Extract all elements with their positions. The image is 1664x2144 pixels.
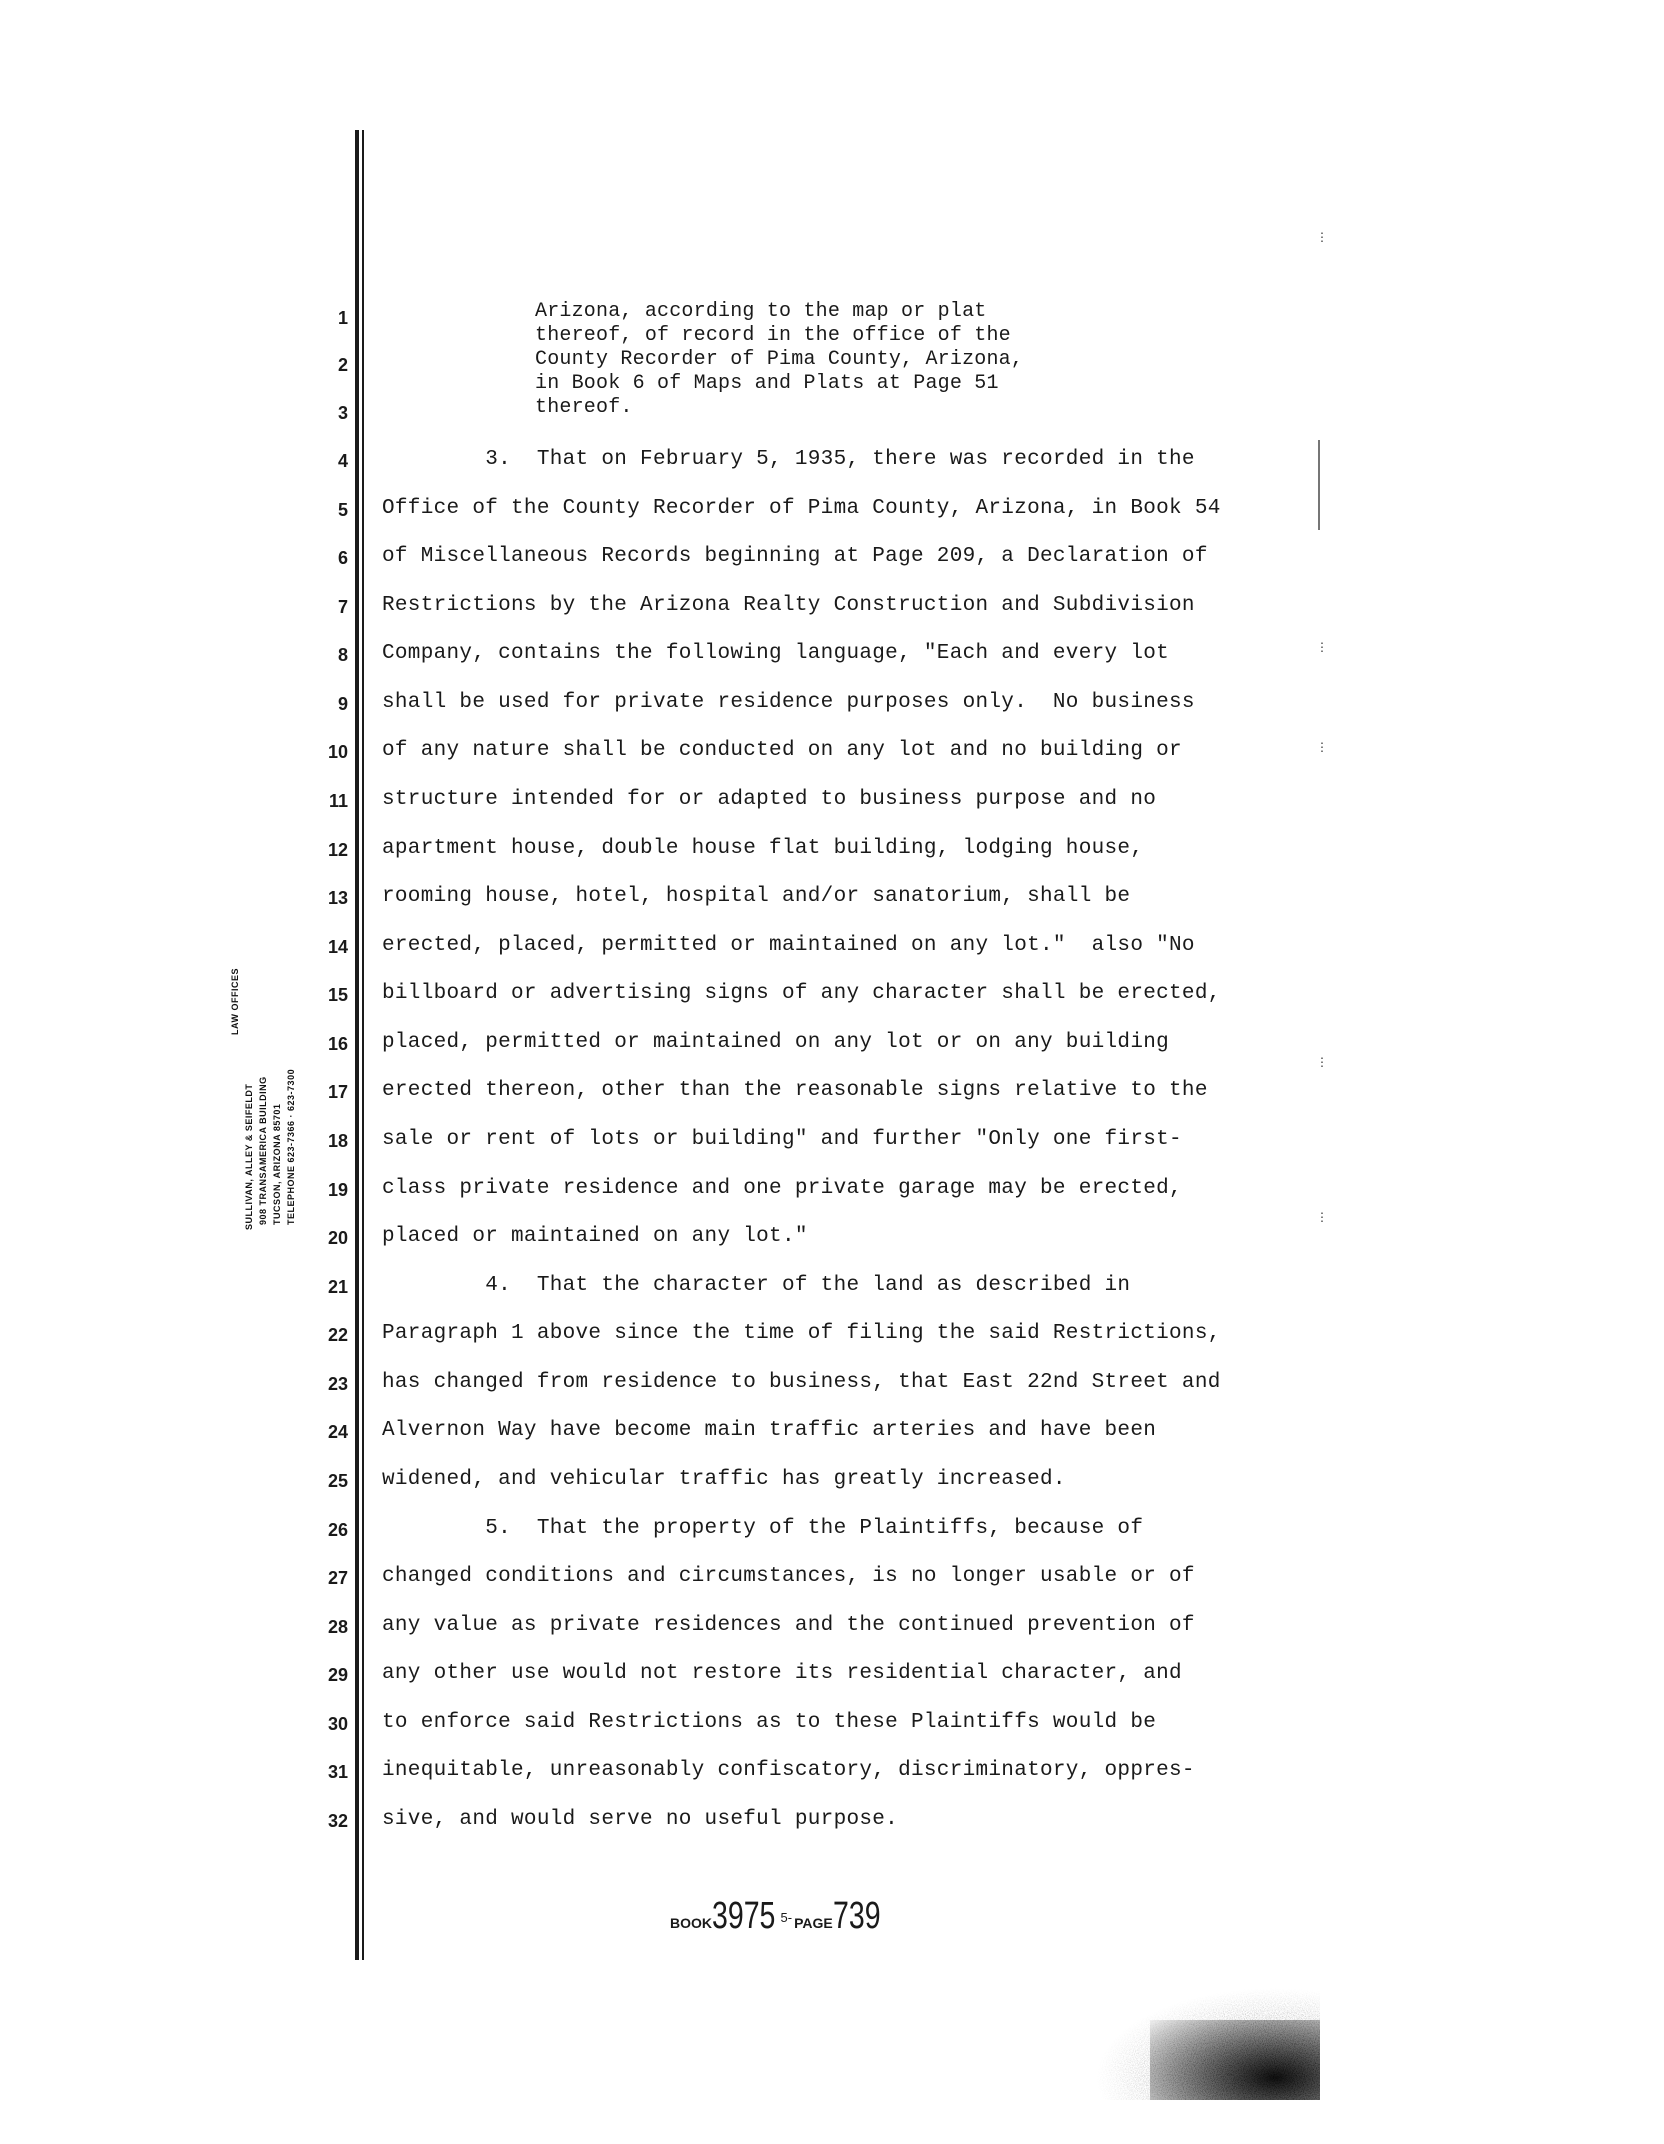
left-margin-rule xyxy=(355,130,359,1960)
line-number: 21 xyxy=(327,1277,348,1297)
line-number: 24 xyxy=(327,1422,348,1442)
body-line: has changed from residence to business, that East 22nd Street and xyxy=(382,1371,1221,1394)
line-number: 14 xyxy=(327,937,348,957)
line-number: 25 xyxy=(327,1471,348,1491)
right-margin-marks: ⋮ xyxy=(1316,1056,1328,1070)
line-number: 26 xyxy=(327,1520,348,1540)
body-line: placed or maintained on any lot." xyxy=(382,1225,808,1248)
line-number: 11 xyxy=(328,791,348,811)
legal-description-line: thereof, of record in the office of the xyxy=(535,324,1011,347)
body-line: class private residence and one private garage may be erected, xyxy=(382,1177,1182,1200)
scan-noise-corner xyxy=(1020,1950,1320,2100)
body-line: sale or rent of lots or building" and further "Only one first- xyxy=(382,1128,1182,1151)
line-number: 6 xyxy=(337,548,348,568)
line-number: 18 xyxy=(327,1131,348,1151)
left-margin-rule-inner xyxy=(362,130,364,1960)
body-line: placed, permitted or maintained on any lot or on any building xyxy=(382,1031,1170,1054)
body-line: of any nature shall be conducted on any lot and no building or xyxy=(382,739,1182,762)
line-number: 1 xyxy=(337,308,348,328)
body-line: Alvernon Way have become main traffic arteries and have been xyxy=(382,1419,1157,1442)
line-number: 32 xyxy=(327,1811,348,1831)
body-line: erected, placed, permitted or maintained on any lot." also "No xyxy=(382,934,1195,957)
line-number: 4 xyxy=(337,451,348,471)
legal-description-line: thereof. xyxy=(535,396,633,419)
body-line: to enforce said Restrictions as to these Plaintiffs would be xyxy=(382,1711,1157,1734)
firm-stamp-line: LAW OFFICES xyxy=(230,968,240,1035)
body-line: erected thereon, other than the reasonable signs relative to the xyxy=(382,1079,1208,1102)
body-line: shall be used for private residence purposes only. No business xyxy=(382,691,1195,714)
body-line: inequitable, unreasonably confiscatory, discriminatory, oppres- xyxy=(382,1759,1195,1782)
book-label: BOOK xyxy=(670,1915,712,1931)
firm-stamp-line: SULLIVAN, ALLEY & SEIFELDT xyxy=(244,1083,254,1230)
line-number: 5 xyxy=(337,500,348,520)
line-number: 12 xyxy=(327,840,348,860)
right-margin-marks: ⋮ xyxy=(1316,741,1328,755)
body-line: Office of the County Recorder of Pima County, Arizona, in Book 54 xyxy=(382,497,1221,520)
line-number: 2 xyxy=(337,355,348,375)
line-number: 31 xyxy=(327,1762,348,1782)
right-margin-marks: ⋮ xyxy=(1316,641,1328,655)
body-line: rooming house, hotel, hospital and/or sanatorium, shall be xyxy=(382,885,1131,908)
body-line: billboard or advertising signs of any character shall be erected, xyxy=(382,982,1221,1005)
line-number: 28 xyxy=(327,1617,348,1637)
book-number: 3975 xyxy=(712,1895,776,1937)
body-line: changed conditions and circumstances, is no longer usable or of xyxy=(382,1565,1195,1588)
body-line: of Miscellaneous Records beginning at Page 209, a Declaration of xyxy=(382,545,1208,568)
firm-stamp-line: 908 TRANSAMERICA BUILDING xyxy=(258,1076,268,1225)
body-line: any value as private residences and the continued prevention of xyxy=(382,1614,1195,1637)
body-line: Company, contains the following language, "Each and every lot xyxy=(382,642,1170,665)
right-margin-marks: ⋮ xyxy=(1316,231,1328,245)
line-number: 8 xyxy=(337,645,348,665)
body-line: 4. That the character of the land as described in xyxy=(382,1274,1131,1297)
right-margin-rule xyxy=(1318,440,1320,530)
page-number: 739 xyxy=(832,1895,881,1937)
line-number: 29 xyxy=(327,1665,348,1685)
body-line: structure intended for or adapted to business purpose and no xyxy=(382,788,1157,811)
page-label: PAGE xyxy=(794,1915,833,1931)
body-line: 3. That on February 5, 1935, there was recorded in the xyxy=(382,448,1195,471)
body-line: apartment house, double house flat building, lodging house, xyxy=(382,837,1144,860)
book-superscript: 5- xyxy=(780,1909,793,1925)
firm-stamp-line: TELEPHONE 623-7366 · 623-7300 xyxy=(286,1068,296,1225)
line-number: 30 xyxy=(327,1714,348,1734)
line-number: 10 xyxy=(327,742,348,762)
legal-description-line: County Recorder of Pima County, Arizona, xyxy=(535,348,1024,371)
line-number: 27 xyxy=(327,1568,348,1588)
line-number: 20 xyxy=(327,1228,348,1248)
body-line: 5. That the property of the Plaintiffs, because of xyxy=(382,1517,1144,1540)
line-number: 15 xyxy=(327,985,348,1005)
line-number: 23 xyxy=(327,1374,348,1394)
firm-stamp-line: TUCSON, ARIZONA 85701 xyxy=(272,1103,282,1225)
line-number: 19 xyxy=(327,1180,348,1200)
line-number: 9 xyxy=(337,694,348,714)
line-number: 13 xyxy=(327,888,348,908)
body-line: Paragraph 1 above since the time of filing the said Restrictions, xyxy=(382,1322,1221,1345)
line-number: 3 xyxy=(337,403,348,423)
line-number: 17 xyxy=(327,1082,348,1102)
body-line: any other use would not restore its residential character, and xyxy=(382,1662,1182,1685)
line-number: 7 xyxy=(337,597,348,617)
body-line: sive, and would serve no useful purpose. xyxy=(382,1808,899,1831)
body-line: Restrictions by the Arizona Realty Construction and Subdivision xyxy=(382,594,1195,617)
line-number: 22 xyxy=(327,1325,348,1345)
line-number: 16 xyxy=(327,1034,348,1054)
scanned-margin-texture xyxy=(0,0,360,2144)
legal-description-line: in Book 6 of Maps and Plats at Page 51 xyxy=(535,372,999,395)
law-firm-stamp xyxy=(230,925,305,1255)
body-line: widened, and vehicular traffic has greatly increased. xyxy=(382,1468,1066,1491)
legal-description-line: Arizona, according to the map or plat xyxy=(535,300,987,323)
book-page-reference xyxy=(670,1895,896,1938)
right-margin-marks: ⋮ xyxy=(1316,1211,1328,1225)
